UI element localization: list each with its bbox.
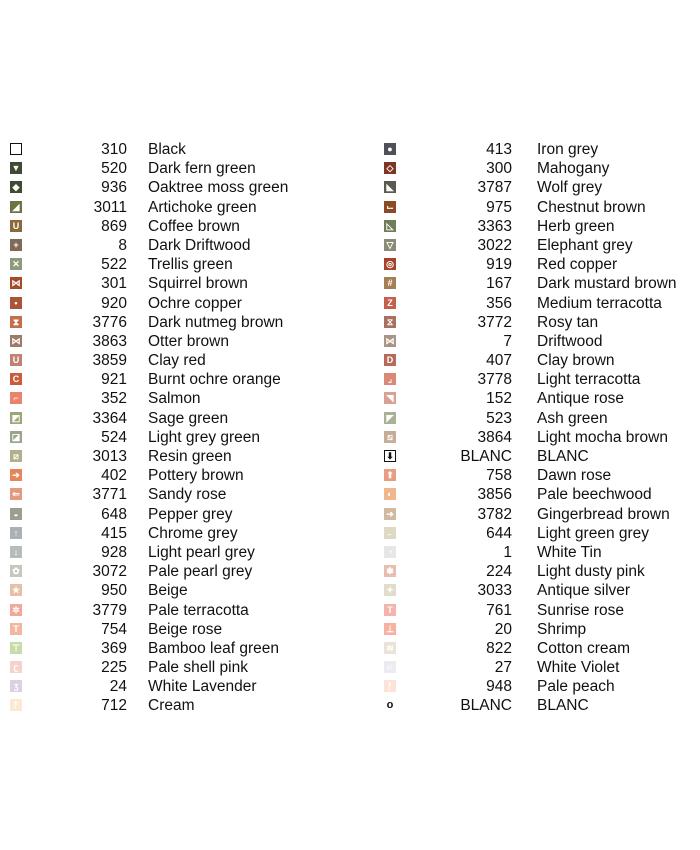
thread-name: Resin green [148, 448, 232, 465]
thread-name: Chestnut brown [537, 198, 646, 216]
half-triangle-icon: ◣ [384, 181, 396, 193]
legend-row [382, 524, 700, 543]
legend-row [0, 140, 340, 159]
thread-code: 3033 [477, 582, 512, 600]
thread-name: Shrimp [537, 620, 587, 638]
thread-name: White Violet [537, 659, 620, 677]
hammer-icon: ᚨ [384, 680, 396, 692]
thread-code: 20 [494, 620, 512, 638]
empty-square-icon [10, 143, 22, 155]
thread-code: 3779 [92, 601, 127, 619]
legend-row [382, 217, 700, 236]
half-square-icon: ◩ [11, 412, 21, 423]
thread-code: 3771 [92, 486, 127, 504]
thread-name: BLANC [537, 697, 589, 715]
thread-code: 224 [486, 563, 512, 581]
thread-code: 356 [486, 294, 512, 312]
thread-code: 8 [118, 236, 127, 254]
legend-row [0, 217, 340, 236]
thread-name: Elephant grey [537, 236, 633, 254]
thread-name: Trellis green [148, 256, 233, 274]
ring-icon: o [384, 699, 396, 711]
thread-name: Light pearl grey [148, 543, 255, 561]
thread-code: 648 [101, 505, 127, 523]
thread-code: 761 [486, 601, 512, 619]
bowtie-icon: ⋈ [11, 335, 21, 346]
thread-name: Dawn rose [537, 467, 612, 485]
thread-name: Pale beechwood [537, 486, 652, 504]
thread-code: 3776 [92, 313, 127, 331]
hourglass-outline-icon: ⧖ [384, 316, 396, 328]
thread-legend [0, 140, 700, 720]
thread-name: Clay red [148, 352, 206, 370]
legend-row [382, 485, 700, 504]
thread-name: Bamboo leaf green [148, 639, 279, 657]
thread-code: 523 [486, 409, 512, 427]
thread-code: 3364 [92, 409, 127, 427]
thread-name: White Tin [537, 543, 602, 561]
thread-name: Cream [148, 697, 195, 715]
thread-code: 3011 [93, 198, 127, 216]
triangle-down-outline-icon: ▽ [384, 239, 396, 251]
star-icon: ★ [11, 585, 21, 596]
thread-code: 869 [101, 217, 127, 235]
thread-name: Sandy rose [148, 486, 227, 504]
thread-name: Light grey green [148, 428, 261, 446]
thread-name: BLANC [537, 448, 589, 465]
diamond-icon: ◆ [10, 181, 22, 193]
legend-row [382, 294, 700, 313]
legend-row [382, 658, 700, 677]
arrow-down-box-icon: ⬇ [384, 450, 396, 462]
thread-name: Dark Driftwood [148, 236, 251, 254]
thread-name: Oaktree moss green [148, 179, 289, 197]
legend-row [0, 581, 340, 600]
inverted-t-icon: ⊥ [384, 623, 396, 635]
legend-row [382, 466, 700, 485]
hash-icon: # [384, 277, 396, 289]
thread-name: Pepper grey [148, 505, 233, 523]
half-triangle-icon: ◥ [384, 392, 396, 404]
thread-name: Medium terracotta [537, 294, 662, 312]
diamond-outline-icon: ◇ [384, 162, 396, 174]
legend-row [0, 677, 340, 696]
thread-code: BLANC [460, 448, 512, 465]
legend-column-left [0, 140, 340, 716]
thread-code: 27 [494, 659, 512, 677]
thread-code: 402 [101, 467, 127, 485]
thread-code: 758 [486, 467, 512, 485]
thread-code: 167 [486, 275, 512, 293]
thread-name: Light mocha brown [537, 428, 668, 446]
thread-name: Ash green [537, 409, 608, 427]
legend-row [0, 696, 340, 715]
half-triangle-icon: ◢ [10, 201, 22, 213]
thread-code: 300 [486, 160, 512, 178]
thread-name: Driftwood [537, 332, 603, 350]
thread-name: Light green grey [537, 524, 650, 542]
quarter-circle-icon: ◔ [384, 546, 396, 558]
thread-name: Pale terracotta [148, 601, 249, 619]
thread-name: Dark nutmeg brown [148, 313, 284, 331]
legend-row [0, 409, 340, 428]
legend-row [382, 505, 700, 524]
legend-row [0, 485, 340, 504]
legend-row [0, 562, 340, 581]
thread-code: 522 [101, 256, 127, 274]
arrow-down-icon: ↓ [10, 546, 22, 558]
triangle-down-icon: ▼ [11, 163, 21, 174]
thread-code: 24 [109, 678, 127, 696]
thread-name: Antique rose [537, 390, 625, 408]
thread-code: 936 [101, 179, 127, 197]
legend-row [0, 236, 340, 255]
legend-row [382, 696, 700, 715]
legend-row [0, 620, 340, 639]
legend-row [382, 562, 700, 581]
thread-code: 407 [486, 352, 512, 370]
thread-name: Black [148, 141, 186, 158]
legend-row [382, 543, 700, 562]
legend-row [382, 409, 700, 428]
thread-name: Iron grey [537, 141, 599, 158]
thread-code: 754 [101, 620, 127, 638]
hook-icon: ʗ [10, 661, 22, 673]
thread-code: 520 [101, 160, 127, 178]
thread-name: White Lavender [148, 678, 257, 696]
legend-row [0, 505, 340, 524]
legend-row [0, 178, 340, 197]
thread-code: 369 [101, 639, 127, 657]
legend-row [0, 313, 340, 332]
legend-row [382, 332, 700, 351]
squiggle-icon: ʒ [10, 680, 22, 692]
arrow-left-icon: ⇐ [10, 488, 22, 500]
circle-icon: ● [384, 143, 396, 155]
thread-code: 301 [101, 275, 127, 293]
hammer-icon: ᚨ [10, 699, 22, 711]
legend-row [382, 370, 700, 389]
thread-code: 3859 [92, 352, 127, 370]
legend-row [382, 351, 700, 370]
thread-code: 975 [486, 198, 512, 216]
thread-code: 3863 [92, 332, 127, 350]
legend-row [0, 294, 340, 313]
legend-row [382, 447, 700, 466]
thread-code: 225 [101, 659, 127, 677]
thread-code: 3782 [477, 505, 512, 523]
arrow-right-icon: ➜ [384, 508, 396, 520]
legend-row [0, 389, 340, 408]
t-shape-icon: T [384, 604, 396, 616]
thread-name: Rosy tan [537, 313, 599, 331]
thread-name: Ochre copper [148, 294, 242, 312]
arrow-up-box-icon: ⬆ [384, 469, 396, 481]
legend-row [0, 428, 340, 447]
thread-code: 413 [486, 141, 512, 158]
thread-name: Beige rose [148, 620, 223, 638]
flower-icon: ✽ [384, 565, 396, 577]
legend-row [382, 313, 700, 332]
legend-row [382, 274, 700, 293]
legend-row [0, 658, 340, 677]
arrow-right-icon: ➔ [10, 469, 22, 481]
thread-code: 352 [101, 390, 127, 408]
star-box-icon: ✦ [384, 584, 396, 596]
thread-code: 3856 [477, 486, 512, 504]
thread-name: Wolf grey [537, 179, 603, 197]
thread-name: Salmon [148, 390, 201, 408]
thread-code: 822 [486, 639, 512, 657]
thread-code: 948 [486, 678, 512, 696]
thread-code: 712 [101, 697, 127, 715]
thread-name: Red copper [537, 256, 618, 274]
thread-name: Pale peach [537, 678, 615, 696]
triangle-outline-icon: ◺ [384, 220, 396, 232]
corner-icon: ⌙ [384, 201, 396, 213]
legend-row [0, 274, 340, 293]
thread-name: Squirrel brown [148, 275, 248, 293]
cross-icon: ✕ [10, 258, 22, 270]
cup-icon: U [10, 354, 22, 366]
legend-row [0, 543, 340, 562]
arrow-up-icon: ↑ [10, 527, 22, 539]
half-circle-icon: ◐ [384, 488, 396, 500]
flower-icon: ✿ [10, 565, 22, 577]
thread-name: Light terracotta [537, 371, 641, 389]
thread-code: 3072 [92, 563, 127, 581]
target-icon: ◎ [384, 258, 396, 270]
legend-row [382, 140, 700, 159]
legend-row [382, 639, 700, 658]
thread-code: BLANC [460, 697, 512, 715]
legend-row [382, 178, 700, 197]
thread-name: Artichoke green [148, 198, 257, 216]
legend-row [0, 639, 340, 658]
thread-code: 3772 [477, 313, 512, 331]
thread-code: 920 [101, 294, 127, 312]
legend-row [382, 159, 700, 178]
thread-name: Burnt ochre orange [148, 371, 281, 389]
cup-icon: U [10, 220, 22, 232]
thread-name: Gingerbread brown [537, 505, 670, 523]
thread-name: Pale shell pink [148, 659, 248, 677]
legend-row [0, 255, 340, 274]
d-shape-icon: D [384, 354, 396, 366]
thread-code: 524 [101, 428, 127, 446]
legend-row [0, 466, 340, 485]
thread-name: Otter brown [148, 332, 229, 350]
c-shape-icon: C [10, 373, 22, 385]
thread-code: 152 [486, 390, 512, 408]
thread-name: Mahogany [537, 160, 610, 178]
bowl-icon: ◒ [10, 508, 22, 520]
l-shape-icon: ⌟ [384, 373, 396, 385]
thread-code: 3778 [477, 371, 512, 389]
thread-code: 921 [101, 371, 127, 389]
thread-name: Cotton cream [537, 639, 631, 657]
slash-square-icon: ⧄ [10, 450, 22, 462]
bowtie-outline-icon: ⋈ [385, 335, 395, 346]
legend-row [382, 601, 700, 620]
thread-code: 415 [101, 524, 127, 542]
thread-code: 950 [101, 582, 127, 600]
thread-name: Pottery brown [148, 467, 244, 485]
thread-code: 644 [486, 524, 512, 542]
t-shape-icon: T [10, 623, 22, 635]
thread-name: Antique silver [537, 582, 631, 600]
legend-row [0, 159, 340, 178]
thread-name: Chrome grey [148, 524, 238, 542]
corner-icon: ⌐ [10, 392, 22, 404]
legend-row [0, 447, 340, 466]
half-triangle-icon: ◤ [384, 412, 396, 424]
thread-name: Light dusty pink [537, 563, 645, 581]
thread-code: 3022 [477, 236, 512, 254]
legend-row [382, 428, 700, 447]
legend-row [382, 677, 700, 696]
thread-code: 3013 [92, 448, 127, 465]
legend-row [382, 581, 700, 600]
thread-name: Coffee brown [148, 217, 240, 235]
thread-code: 928 [101, 543, 127, 561]
thread-code: 3787 [477, 179, 512, 197]
legend-row [382, 236, 700, 255]
gear-icon: ✲ [10, 604, 22, 616]
thread-name: Clay brown [537, 352, 615, 370]
legend-row [0, 370, 340, 389]
legend-row [0, 351, 340, 370]
thread-code: 1 [503, 543, 512, 561]
legend-row [0, 198, 340, 217]
z-shape-icon: Z [384, 297, 396, 309]
t-hook-icon: ⊤ [10, 642, 22, 654]
dot-icon: • [10, 297, 22, 309]
bowtie-icon: ⋈ [11, 278, 21, 289]
legend-row [0, 332, 340, 351]
legend-column-right [382, 140, 700, 716]
plus-icon: + [10, 239, 22, 251]
stripes-icon: ≋ [384, 642, 396, 654]
slash-square-icon: ⧅ [384, 431, 396, 443]
thread-name: Beige [148, 582, 188, 600]
half-square-icon: ◪ [11, 431, 21, 442]
arrow-left-icon: ← [385, 527, 395, 538]
thread-code: 310 [101, 141, 127, 158]
thread-code: 3864 [477, 428, 512, 446]
legend-row [382, 198, 700, 217]
legend-row [382, 389, 700, 408]
thread-name: Sunrise rose [537, 601, 625, 619]
hourglass-icon: ⧗ [10, 316, 22, 328]
thread-name: Dark fern green [148, 160, 256, 178]
legend-row [382, 620, 700, 639]
thread-code: 919 [486, 256, 512, 274]
thread-code: 7 [503, 332, 512, 350]
thread-name: Herb green [537, 217, 615, 235]
thread-name: Sage green [148, 409, 229, 427]
e-shape-icon: ℮ [384, 661, 396, 673]
legend-row [382, 255, 700, 274]
legend-row [0, 601, 340, 620]
thread-code: 3363 [477, 217, 512, 235]
legend-row [0, 524, 340, 543]
thread-name: Pale pearl grey [148, 563, 253, 581]
thread-name: Dark mustard brown [537, 275, 677, 293]
